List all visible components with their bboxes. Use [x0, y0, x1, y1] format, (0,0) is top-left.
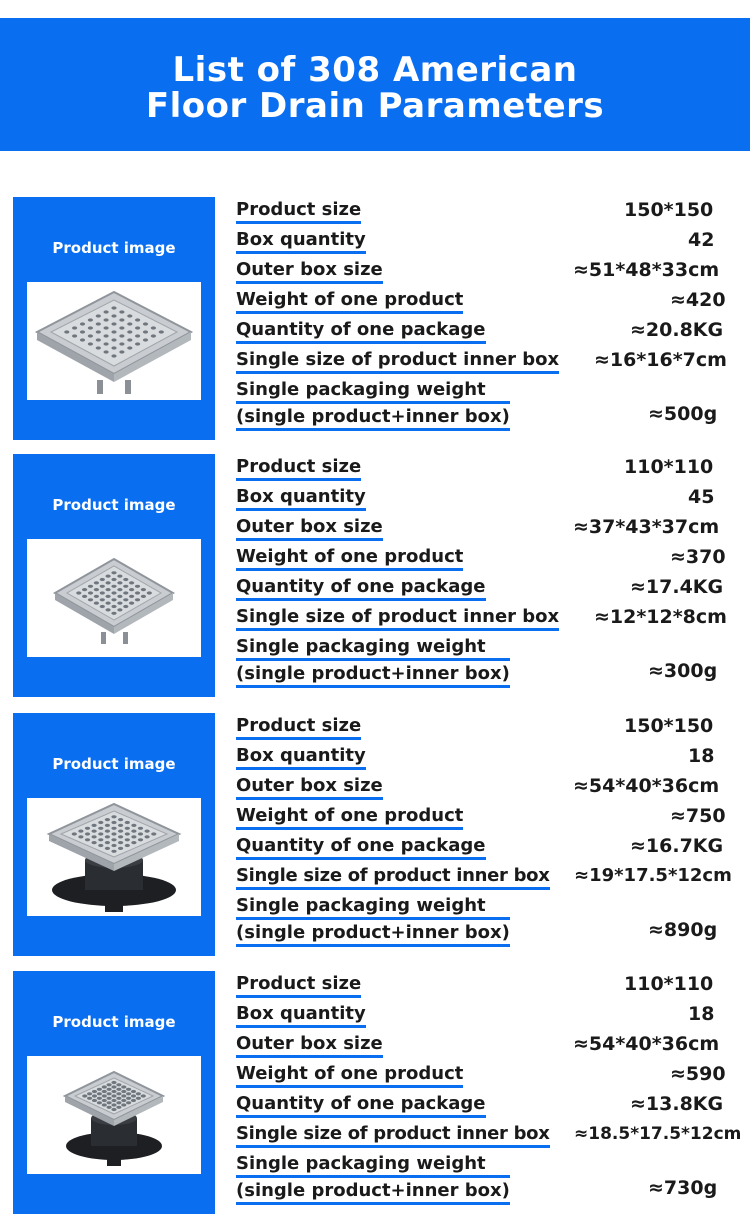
- product-block: [0, 713, 750, 956]
- box-quantity-label: Box quantity: [236, 486, 366, 511]
- packaging-weight-value: ≈500g: [648, 403, 718, 425]
- product-block: [0, 197, 750, 440]
- outer-box-size-value: ≈37*43*37cm: [573, 516, 720, 538]
- box-quantity-label: Box quantity: [236, 229, 366, 254]
- product-image-label: Product image: [52, 1013, 176, 1031]
- product-photo: [27, 539, 201, 657]
- package-quantity-label: Quantity of one package: [236, 576, 486, 601]
- product-size-value: 150*150: [624, 199, 714, 221]
- inner-box-value: ≈16*16*7cm: [594, 349, 727, 371]
- packaging-weight-value: ≈730g: [648, 1177, 718, 1199]
- box-quantity-value: 18: [688, 1003, 715, 1025]
- product-image-panel: [13, 971, 215, 1214]
- inner-box-label: Single size of product inner box: [236, 865, 550, 890]
- packaging-weight-value: ≈300g: [648, 660, 718, 682]
- packaging-weight-label: Single packaging weight (single product+inner box): [236, 379, 510, 431]
- inner-box-value: ≈19*17.5*12cm: [574, 865, 732, 886]
- box-quantity-value: 45: [688, 486, 715, 508]
- box-quantity-value: 42: [688, 229, 715, 251]
- inner-box-value: ≈12*12*8cm: [594, 606, 727, 628]
- packaging-weight-value: ≈890g: [648, 919, 718, 941]
- packaging-weight-label: Single packaging weight (single product+inner box): [236, 636, 510, 688]
- outer-box-size-value: ≈51*48*33cm: [573, 259, 720, 281]
- weight-value: ≈750: [670, 805, 726, 827]
- product-image-label: Product image: [52, 239, 176, 257]
- inner-box-label: Single size of product inner box: [236, 349, 559, 374]
- package-quantity-value: ≈20.8KG: [630, 319, 724, 341]
- inner-box-label: Single size of product inner box: [236, 606, 559, 631]
- inner-box-label: Single size of product inner box: [236, 1123, 550, 1148]
- weight-label: Weight of one product: [236, 546, 463, 571]
- outer-box-size-label: Outer box size: [236, 1033, 383, 1058]
- outer-box-size-label: Outer box size: [236, 259, 383, 284]
- package-quantity-value: ≈17.4KG: [630, 576, 724, 598]
- product-image-panel: [13, 197, 215, 440]
- package-quantity-label: Quantity of one package: [236, 835, 486, 860]
- product-size-value: 150*150: [624, 715, 714, 737]
- product-photo: [27, 798, 201, 916]
- product-size-label: Product size: [236, 973, 361, 998]
- weight-value: ≈420: [670, 289, 726, 311]
- package-quantity-label: Quantity of one package: [236, 319, 486, 344]
- product-block: [0, 454, 750, 697]
- product-size-value: 110*110: [624, 973, 714, 995]
- product-block: [0, 971, 750, 1214]
- drain-with-black-base-icon: [27, 1056, 201, 1174]
- drain-with-black-base-icon: [27, 798, 201, 916]
- inner-box-value: ≈18.5*17.5*12cm: [574, 1124, 742, 1144]
- square-drain-grate-icon: [27, 539, 201, 657]
- package-quantity-value: ≈13.8KG: [630, 1093, 724, 1115]
- outer-box-size-label: Outer box size: [236, 775, 383, 800]
- product-photo: [27, 282, 201, 400]
- weight-label: Weight of one product: [236, 289, 463, 314]
- product-image-panel: [13, 713, 215, 956]
- box-quantity-label: Box quantity: [236, 1003, 366, 1028]
- weight-label: Weight of one product: [236, 805, 463, 830]
- outer-box-size-value: ≈54*40*36cm: [573, 1033, 720, 1055]
- packaging-weight-label: Single packaging weight (single product+inner box): [236, 1153, 510, 1205]
- product-size-label: Product size: [236, 715, 361, 740]
- product-photo: [27, 1056, 201, 1174]
- product-size-value: 110*110: [624, 456, 714, 478]
- product-image-label: Product image: [52, 496, 176, 514]
- weight-label: Weight of one product: [236, 1063, 463, 1088]
- weight-value: ≈370: [670, 546, 726, 568]
- product-image-label: Product image: [52, 755, 176, 773]
- package-quantity-label: Quantity of one package: [236, 1093, 486, 1118]
- product-image-panel: [13, 454, 215, 697]
- page-title: List of 308 American Floor Drain Parameters: [145, 50, 605, 126]
- outer-box-size-label: Outer box size: [236, 516, 383, 541]
- box-quantity-value: 18: [688, 745, 715, 767]
- product-size-label: Product size: [236, 199, 361, 224]
- weight-value: ≈590: [670, 1063, 726, 1085]
- packaging-weight-label: Single packaging weight (single product+inner box): [236, 895, 510, 947]
- outer-box-size-value: ≈54*40*36cm: [573, 775, 720, 797]
- product-size-label: Product size: [236, 456, 361, 481]
- package-quantity-value: ≈16.7KG: [630, 835, 724, 857]
- square-drain-grate-icon: [27, 282, 201, 400]
- box-quantity-label: Box quantity: [236, 745, 366, 770]
